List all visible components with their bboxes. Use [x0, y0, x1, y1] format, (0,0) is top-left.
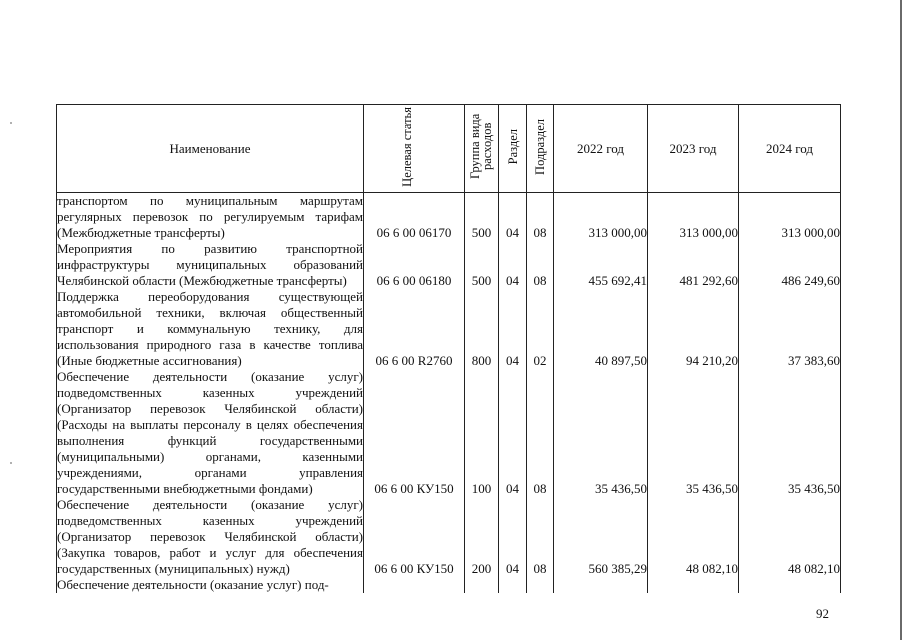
row-section: 04: [499, 289, 527, 369]
row-target-article: 06 6 00 06180: [364, 241, 465, 289]
header-2023: 2023 год: [648, 105, 739, 193]
row-expense-group: 500: [465, 193, 499, 242]
row-subsection: 02: [527, 289, 554, 369]
header-name: Наименование: [57, 105, 364, 193]
row-2023: 313 000,00: [648, 193, 739, 242]
row-target-article: 06 6 00 КУ150: [364, 497, 465, 577]
row-name: транспортом по муниципальным маршрутам регулярных перевозок по регулируемым тарифам (Межбюджетные трансферты): [57, 193, 363, 240]
row-subsection: [527, 577, 554, 593]
row-2022: 40 897,50: [554, 289, 648, 369]
row-2024: 486 249,60: [739, 241, 841, 289]
row-target-article: 06 6 00 06170: [364, 193, 465, 242]
row-2022: [554, 577, 648, 593]
scan-right-edge: [900, 0, 902, 640]
row-expense-group: 800: [465, 289, 499, 369]
row-2023: 94 210,20: [648, 289, 739, 369]
row-subsection: 08: [527, 369, 554, 497]
row-section: 04: [499, 193, 527, 242]
row-2024: 48 082,10: [739, 497, 841, 577]
table-row: [57, 497, 841, 577]
header-2022: 2022 год: [554, 105, 648, 193]
row-target-article: [364, 577, 465, 593]
row-2022: 455 692,41: [554, 241, 648, 289]
row-expense-group: 100: [465, 369, 499, 497]
row-2023: 35 436,50: [648, 369, 739, 497]
row-name: Мероприятия по развитию транспортной инфраструктуры муниципальных образований Челябинской области (Межбюджетные трансферты): [57, 241, 363, 288]
row-subsection: 08: [527, 497, 554, 577]
row-target-article: 06 6 00 R2760: [364, 289, 465, 369]
table-header-row: [57, 105, 841, 193]
header-expense-group: Группа вида расходов: [465, 105, 499, 193]
scan-speck: [10, 462, 12, 464]
header-2024: 2024 год: [739, 105, 841, 193]
row-name: Обеспечение деятельности (оказание услуг) подведомственных казенных учреждений (Организатор перевозок Челябинской области) (Закупка товаров, работ и услуг для обеспечения государственных (муниципальных) нужд): [57, 497, 363, 576]
row-2024: [739, 577, 841, 593]
row-2022: 35 436,50: [554, 369, 648, 497]
row-2024: 313 000,00: [739, 193, 841, 242]
header-target-article: Целевая статья: [364, 105, 465, 193]
row-section: 04: [499, 241, 527, 289]
row-2023: 48 082,10: [648, 497, 739, 577]
row-section: [499, 577, 527, 593]
row-2024: 35 436,50: [739, 369, 841, 497]
row-subsection: 08: [527, 241, 554, 289]
header-subsection: Подраздел: [527, 105, 554, 193]
header-section: Раздел: [499, 105, 527, 193]
scan-speck: [10, 122, 12, 124]
row-expense-group: 200: [465, 497, 499, 577]
row-2022: 313 000,00: [554, 193, 648, 242]
table-row: [57, 577, 841, 593]
page-number: 92: [816, 606, 829, 621]
table-row: [57, 193, 841, 242]
row-2023: [648, 577, 739, 593]
table-row: [57, 369, 841, 497]
table-row: [57, 241, 841, 289]
row-2024: 37 383,60: [739, 289, 841, 369]
row-expense-group: 500: [465, 241, 499, 289]
row-subsection: 08: [527, 193, 554, 242]
budget-table: [56, 104, 841, 593]
table-row: [57, 289, 841, 369]
row-section: 04: [499, 497, 527, 577]
row-target-article: 06 6 00 КУ150: [364, 369, 465, 497]
row-section: 04: [499, 369, 527, 497]
row-2022: 560 385,29: [554, 497, 648, 577]
row-expense-group: [465, 577, 499, 593]
row-name: Обеспечение деятельности (оказание услуг) под-: [57, 577, 364, 593]
row-2023: 481 292,60: [648, 241, 739, 289]
row-name: Поддержка переоборудования существующей автомобильной техники, включая общественный транспорт и коммунальную технику, для использования природного газа в качестве топлива (Иные бюджетные ассигнования): [57, 289, 363, 368]
row-name: Обеспечение деятельности (оказание услуг) подведомственных казенных учреждений (Организатор перевозок Челябинской области) (Расходы на выплаты персоналу в целях обеспечения выполнения функций государственными (муниципальными) органами, казенными учреждениями, органами управления государственными внебюджетными фондами): [57, 369, 363, 496]
